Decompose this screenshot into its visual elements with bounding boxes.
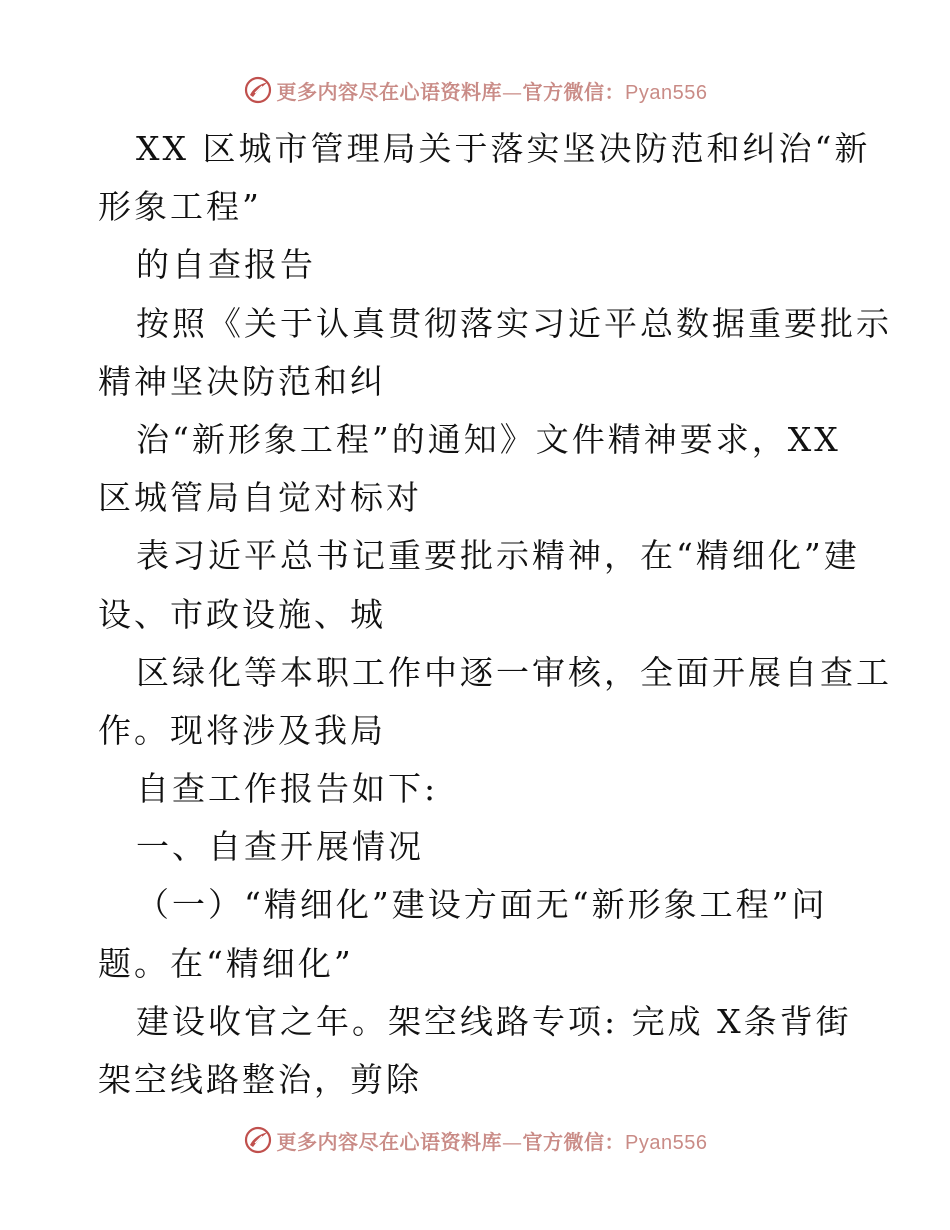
section-heading: 一、自查开展情况 xyxy=(136,827,424,867)
watermark-text: 更多内容尽在心语资料库—官方微信：Pyan556 xyxy=(276,79,708,104)
document-line: 表习近平总书记重要批示精神，在“精细化”建 xyxy=(136,536,860,576)
document-line: 形象工程” xyxy=(98,187,262,227)
subsection-heading: （一）“精细化”建设方面无“新形象工程”问 xyxy=(136,885,828,925)
document-line: 区绿化等本职工作中逐一审核，全面开展自查工 xyxy=(136,652,892,692)
document-body xyxy=(98,120,892,1109)
document-line: 架空线路整治，剪除 xyxy=(98,1060,422,1099)
document-line: 治“新形象工程”的通知》文件精神要求，XX xyxy=(136,419,841,459)
document-line: 自查工作报告如下: xyxy=(136,769,439,809)
document-line: 的自查报告 xyxy=(136,245,316,285)
document-line: XX 区城市管理局关于落实坚决防范和纠治“新 xyxy=(136,129,871,168)
watermark-text: 更多内容尽在心语资料库—官方微信：Pyan556 xyxy=(276,1129,708,1154)
brand-logo-icon xyxy=(243,1125,273,1155)
document-line: 作。现将涉及我局 xyxy=(98,710,386,750)
document-line: 题。在“精细化” xyxy=(98,943,354,983)
footer-watermark xyxy=(0,1123,950,1157)
header-watermark xyxy=(0,73,950,107)
document-line: 精神坚决防范和纠 xyxy=(98,361,386,401)
document-line: 设、市政设施、城 xyxy=(98,594,386,634)
document-line: 按照《关于认真贯彻落实习近平总数据重要批示 xyxy=(136,303,892,343)
document-line: 建设收官之年。架空线路专项: 完成 X条背街 xyxy=(136,1001,852,1041)
brand-logo-icon xyxy=(243,75,273,105)
document-line: 区城管局自觉对标对 xyxy=(98,478,422,518)
